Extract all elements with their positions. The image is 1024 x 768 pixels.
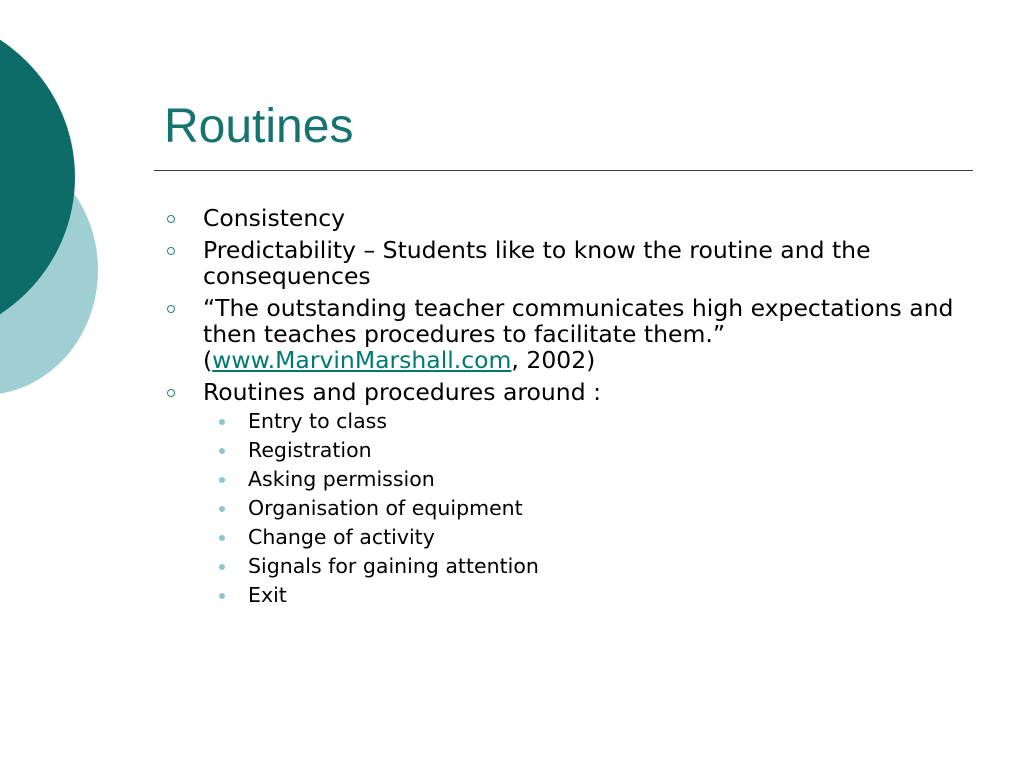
filled-dot-bullet-icon [219,477,225,483]
marvin-marshall-link[interactable]: www.MarvinMarshall.com [212,346,512,374]
sub-bullet-text: Organisation of equipment [248,496,523,520]
sub-bullet-list [203,407,964,610]
bullet-item-routines-procedures [164,379,964,610]
sub-bullet-item [203,494,964,523]
sub-bullet-text: Entry to class [248,409,388,433]
sub-bullet-text: Signals for gaining attention [248,554,539,578]
sub-bullet-text: Exit [248,583,287,607]
sub-bullet-text: Registration [248,438,372,462]
filled-dot-bullet-icon [219,564,225,570]
bullet-list [164,205,964,610]
bullet-text: Consistency [203,204,346,232]
sub-bullet-item [203,552,964,581]
sub-bullet-item [203,407,964,436]
sub-bullet-item [203,581,964,610]
title-divider [154,170,973,171]
filled-dot-bullet-icon [219,535,225,541]
sub-bullet-item [203,523,964,552]
hollow-circle-bullet-icon [167,215,175,223]
quote-text: “The outstanding teacher communicates high expectations and then teaches procedures to facilitate them.” ( [203,294,954,374]
bullet-text: Routines and procedures around : [203,378,601,406]
filled-dot-bullet-icon [219,506,225,512]
filled-dot-bullet-icon [219,419,225,425]
slide-body [164,205,964,616]
hollow-circle-bullet-icon [167,305,175,313]
sub-bullet-item [203,465,964,494]
bullet-item-consistency [164,205,964,231]
filled-dot-bullet-icon [219,593,225,599]
sub-bullet-item [203,436,964,465]
hollow-circle-bullet-icon [167,247,175,255]
bullet-text: Predictability – Students like to know the routine and the consequences [203,236,871,290]
filled-dot-bullet-icon [219,448,225,454]
bullet-item-predictability [164,237,964,289]
sub-bullet-text: Asking permission [248,467,435,491]
slide-title: Routines [164,100,354,153]
hollow-circle-bullet-icon [167,389,175,397]
sub-bullet-text: Change of activity [248,525,435,549]
quote-citation-year: , 2002) [511,346,596,374]
bullet-item-quote [164,295,964,373]
